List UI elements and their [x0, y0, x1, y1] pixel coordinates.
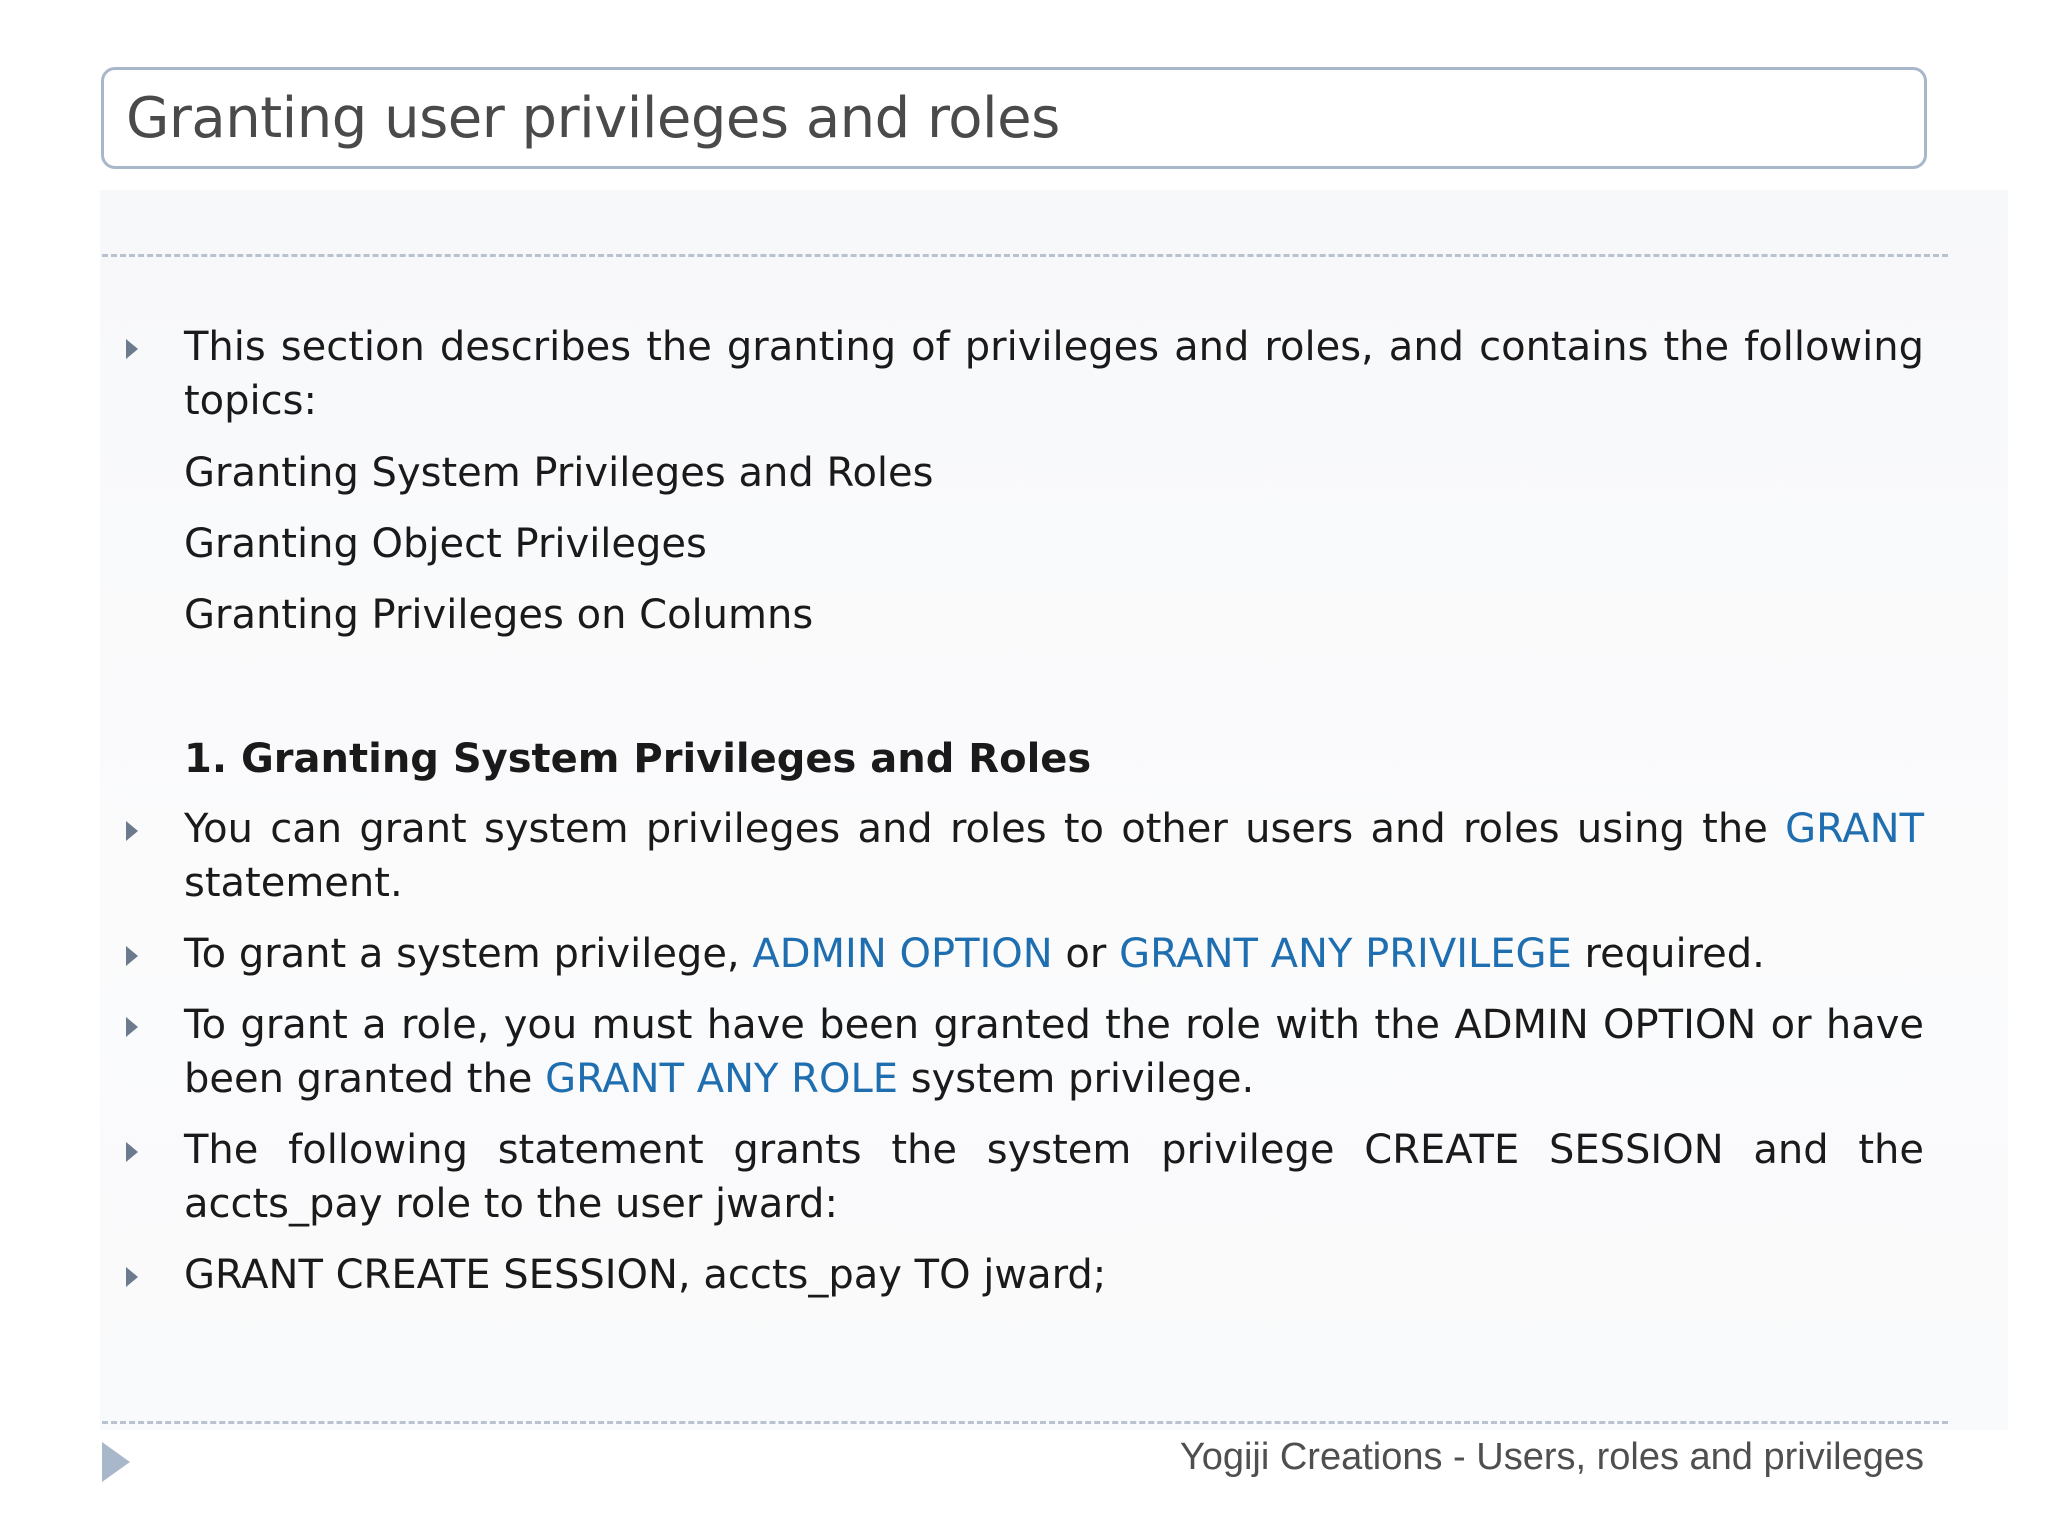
admin-option-link[interactable]: ADMIN OPTION: [752, 931, 1053, 977]
topic-item: Granting Object Privileges: [184, 521, 707, 567]
bullet-example-description: [116, 1123, 1924, 1231]
footer-caption: Yogiji Creations - Users, roles and privileges: [1179, 1436, 1924, 1478]
bullet-arrow-icon: [126, 339, 138, 359]
title-box: [101, 67, 1927, 169]
bullet-system-privilege: [116, 927, 1924, 981]
bullet-text: To grant a system privilege,: [184, 931, 753, 977]
section-heading: 1. Granting System Privileges and Roles: [184, 736, 1092, 782]
footer-arrow-icon: [102, 1442, 130, 1482]
bullet-arrow-icon: [126, 946, 138, 966]
topic-item: Granting System Privileges and Roles: [184, 450, 934, 496]
slide-title: Granting user privileges and roles: [126, 85, 1060, 151]
bullet-text: system privilege.: [898, 1056, 1255, 1102]
bullet-text: or: [1052, 931, 1120, 977]
bullet-grant-role: [116, 998, 1924, 1106]
bullet-text: statement.: [184, 860, 403, 906]
bullet-grant-statement: [116, 802, 1924, 910]
bullet-text: required.: [1571, 931, 1765, 977]
bullet-example-statement: [116, 1248, 1924, 1302]
intro-text: This section describes the granting of privileges and roles, and contains the following topics:: [184, 324, 1924, 424]
bullet-text: The following statement grants the system privilege CREATE SESSION and the accts_pay role to the user jward:: [184, 1127, 1924, 1227]
bullet-text: You can grant system privileges and roles to other users and roles using the: [184, 806, 1786, 852]
bullet-arrow-icon: [126, 1142, 138, 1162]
top-divider: [102, 254, 1948, 257]
grant-any-privilege-link[interactable]: GRANT ANY PRIVILEGE: [1119, 931, 1572, 977]
intro-bullet: [116, 320, 1924, 428]
grant-link[interactable]: GRANT: [1785, 806, 1924, 852]
code-text: GRANT CREATE SESSION, accts_pay TO jward;: [184, 1252, 1107, 1298]
bullet-text: To grant a role, you must have been granted the role with the ADMIN OPTION or have been granted the: [184, 1002, 1924, 1102]
slide-body: [116, 320, 1924, 1302]
grant-any-role-link[interactable]: GRANT ANY ROLE: [545, 1056, 899, 1102]
topic-item: Granting Privileges on Columns: [184, 592, 814, 638]
bullet-arrow-icon: [126, 821, 138, 841]
bottom-divider: [102, 1421, 1948, 1424]
bullet-arrow-icon: [126, 1017, 138, 1037]
bullet-arrow-icon: [126, 1267, 138, 1287]
